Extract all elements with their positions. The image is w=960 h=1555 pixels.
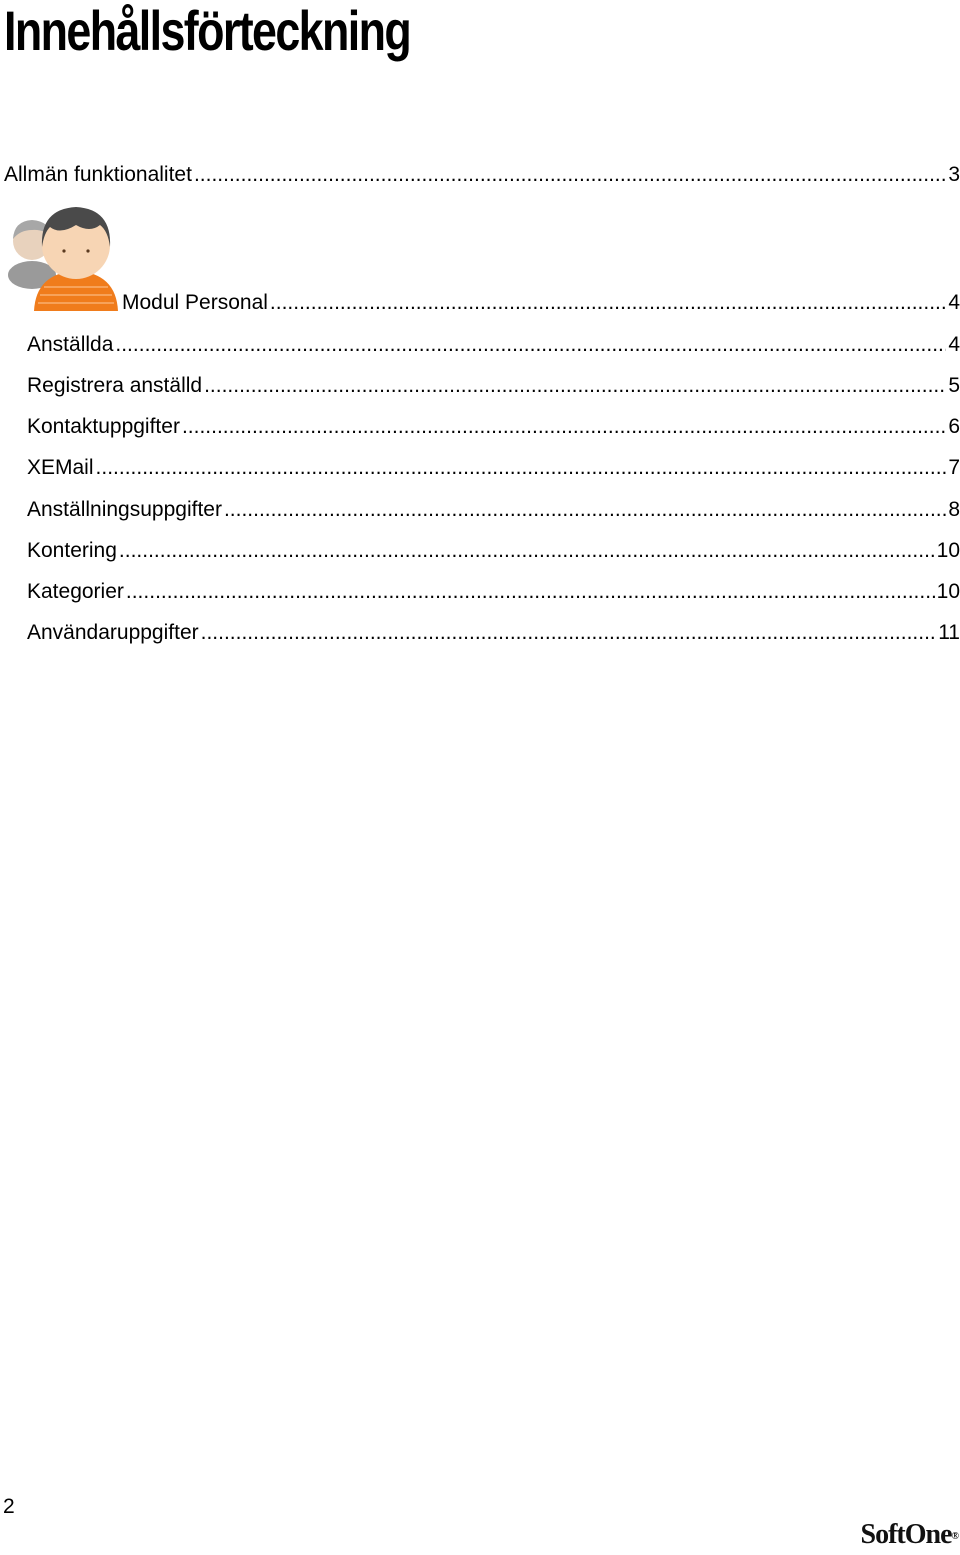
toc-leader-dots <box>119 537 935 565</box>
toc-entry-page: 5 <box>948 374 960 397</box>
toc-entry[interactable] <box>27 578 960 606</box>
toc-entry[interactable] <box>27 413 960 441</box>
toc-entry-page: 10 <box>936 539 960 562</box>
toc-entry-page: 6 <box>948 415 960 438</box>
toc-entry[interactable] <box>27 619 960 647</box>
toc-leader-dots <box>204 372 946 400</box>
toc-leader-dots <box>96 454 947 482</box>
toc-entry-page: 11 <box>938 621 960 644</box>
toc-entry-page: 4 <box>948 333 960 356</box>
toc-entry[interactable] <box>27 496 960 524</box>
toc-leader-dots <box>201 619 937 647</box>
softone-logo <box>861 1518 958 1552</box>
page-number: 2 <box>3 1495 15 1518</box>
toc-entry-label: Anställningsuppgifter <box>27 498 222 521</box>
toc-leader-dots <box>182 413 946 441</box>
toc-leader-dots <box>224 496 946 524</box>
toc-entry-page: 7 <box>948 456 960 479</box>
toc-entry-page: 8 <box>948 498 960 521</box>
toc-leader-dots <box>126 578 935 606</box>
toc-leader-dots <box>115 331 946 359</box>
toc-entry-label: Modul Personal <box>122 291 268 314</box>
toc-entry-label: Registrera anställd <box>27 374 203 397</box>
toc-entry[interactable] <box>27 331 960 359</box>
toc-entry-label: XEMail <box>27 456 94 479</box>
toc-entry-page: 3 <box>948 163 960 186</box>
page-title: Innehållsförteckning <box>4 0 411 62</box>
logo-text: SoftOne <box>860 1519 952 1550</box>
toc-entry-page: 10 <box>936 580 960 603</box>
toc-entry[interactable] <box>27 537 960 565</box>
toc-entry[interactable] <box>27 372 960 400</box>
toc-entry-label: Anställda <box>27 333 114 356</box>
toc-entry-label: Allmän funktionalitet <box>4 163 192 186</box>
toc-leader-dots <box>194 161 946 189</box>
toc-entry[interactable] <box>27 454 960 482</box>
toc-entry-label: Kategorier <box>27 580 124 603</box>
toc-entry-label: Användaruppgifter <box>27 621 199 644</box>
toc-entry-label: Kontaktuppgifter <box>27 415 180 438</box>
toc-entry-label: Kontering <box>27 539 117 562</box>
toc-entry[interactable] <box>4 161 960 189</box>
toc-leader-dots <box>270 289 946 317</box>
toc-entry[interactable] <box>122 289 960 317</box>
users-icon <box>4 203 120 313</box>
registered-mark: ® <box>951 1531 958 1542</box>
toc-entry-page: 4 <box>948 291 960 314</box>
